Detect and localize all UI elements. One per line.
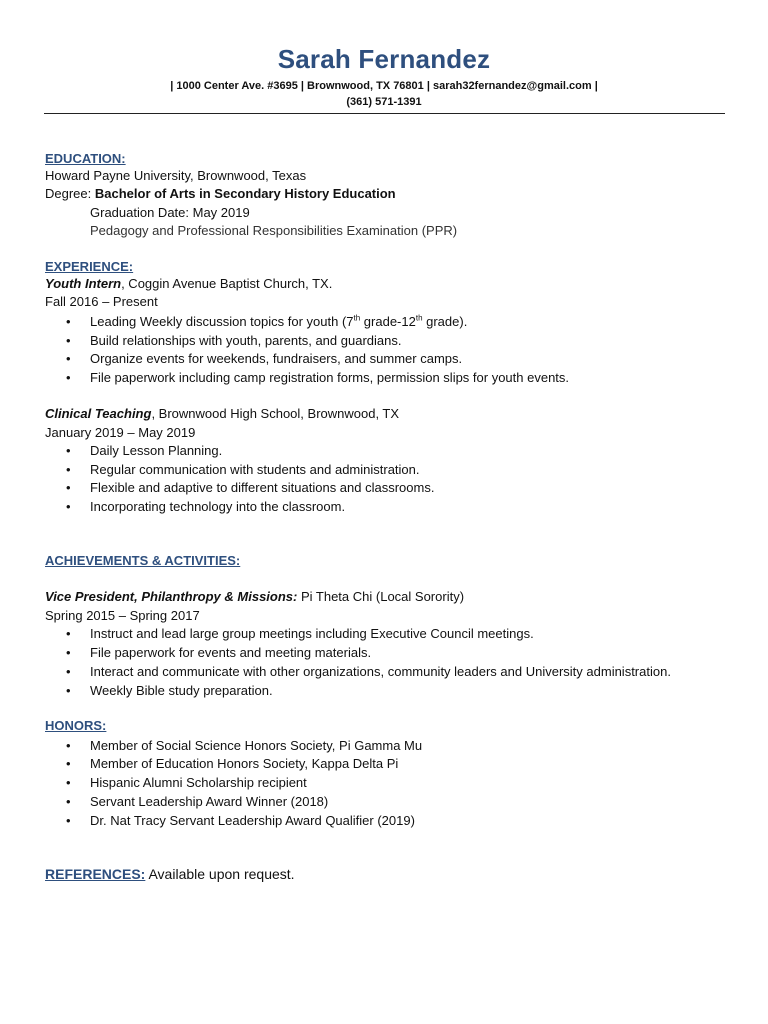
- activity-role: Vice President, Philanthropy & Missions:: [45, 589, 298, 604]
- references-text: Available upon request.: [145, 866, 295, 882]
- education-degree-line: [45, 186, 396, 202]
- job-dates: Fall 2016 – Present: [45, 294, 158, 309]
- achievements-heading: ACHIEVEMENTS & ACTIVITIES:: [45, 553, 241, 568]
- superscript: th: [353, 313, 361, 323]
- education-school: Howard Payne University, Brownwood, Texas: [45, 168, 307, 183]
- contact-line-address-email: | 1000 Center Ave. #3695 | Brownwood, TX 76801 | sarah32fernandez@gmail.com |: [170, 80, 598, 92]
- job-place: , Brownwood High School, Brownwood, TX: [151, 406, 400, 421]
- list-item: File paperwork including camp registration forms, permission slips for youth events.: [90, 370, 570, 385]
- education-heading: EDUCATION:: [45, 151, 126, 166]
- superscript: th: [415, 313, 423, 323]
- bullet-marker: •: [66, 480, 71, 495]
- list-item: Incorporating technology into the classroom.: [90, 499, 346, 514]
- list-item: Interact and communicate with other organizations, community leaders and University administration.: [90, 664, 671, 679]
- list-item: Daily Lesson Planning.: [90, 443, 223, 458]
- job-title: Youth Intern: [45, 276, 122, 291]
- contact-line-phone: (361) 571-1391: [346, 96, 422, 108]
- honors-heading: HONORS:: [45, 718, 107, 733]
- bullet-marker: •: [66, 756, 71, 771]
- bullet-marker: •: [66, 499, 71, 514]
- job-dates: January 2019 – May 2019: [45, 425, 196, 440]
- bullet-marker: •: [66, 683, 71, 698]
- list-item: Hispanic Alumni Scholarship recipient: [90, 775, 307, 790]
- list-item: Build relationships with youth, parents, and guardians.: [90, 333, 402, 348]
- list-item: [90, 314, 467, 330]
- bullet-marker: •: [66, 738, 71, 753]
- header-divider: [44, 113, 725, 114]
- job-title: Clinical Teaching: [45, 406, 152, 421]
- activity-dates: Spring 2015 – Spring 2017: [45, 608, 200, 623]
- bullet-marker: •: [66, 314, 71, 329]
- bullet-marker: •: [66, 645, 71, 660]
- degree-label: Degree:: [45, 186, 95, 201]
- list-item: File paperwork for events and meeting materials.: [90, 645, 372, 660]
- bullet-marker: •: [66, 775, 71, 790]
- list-item: Member of Education Honors Society, Kappa Delta Pi: [90, 756, 399, 771]
- bullet-marker: •: [66, 333, 71, 348]
- bullet-marker: •: [66, 370, 71, 385]
- list-item: Servant Leadership Award Winner (2018): [90, 794, 329, 809]
- education-exam: Pedagogy and Professional Responsibilities Examination (PPR): [90, 223, 458, 238]
- bullet-marker: •: [66, 443, 71, 458]
- education-graduation: Graduation Date: May 2019: [90, 205, 250, 220]
- activity-title-line: [45, 589, 464, 605]
- bullet-marker: •: [66, 664, 71, 679]
- job-title-line: [45, 406, 399, 422]
- list-item: Member of Social Science Honors Society, Pi Gamma Mu: [90, 738, 423, 753]
- list-item: Flexible and adaptive to different situations and classrooms.: [90, 480, 435, 495]
- list-item: Organize events for weekends, fundraisers, and summer camps.: [90, 351, 463, 366]
- bullet-marker: •: [66, 462, 71, 477]
- bullet-marker: •: [66, 626, 71, 641]
- references-heading: REFERENCES:: [45, 866, 146, 882]
- degree-name: Bachelor of Arts in Secondary History Education: [94, 186, 396, 201]
- bullet-marker: •: [66, 351, 71, 366]
- resume-name: Sarah Fernandez: [277, 44, 491, 74]
- bullet-text: grade-12: [360, 314, 416, 329]
- list-item: Instruct and lead large group meetings including Executive Council meetings.: [90, 626, 534, 641]
- bullet-text: Leading Weekly discussion topics for youth (7: [90, 314, 354, 329]
- activity-org: Pi Theta Chi (Local Sorority): [297, 589, 465, 604]
- list-item: Regular communication with students and administration.: [90, 462, 420, 477]
- experience-heading: EXPERIENCE:: [45, 259, 134, 274]
- job-title-line: [45, 276, 332, 292]
- bullet-marker: •: [66, 813, 71, 828]
- references-line: [45, 866, 295, 883]
- list-item: Dr. Nat Tracy Servant Leadership Award Qualifier (2019): [90, 813, 415, 828]
- list-item: Weekly Bible study preparation.: [90, 683, 273, 698]
- bullet-marker: •: [66, 794, 71, 809]
- job-place: , Coggin Avenue Baptist Church, TX.: [121, 276, 333, 291]
- bullet-text: grade).: [422, 314, 468, 329]
